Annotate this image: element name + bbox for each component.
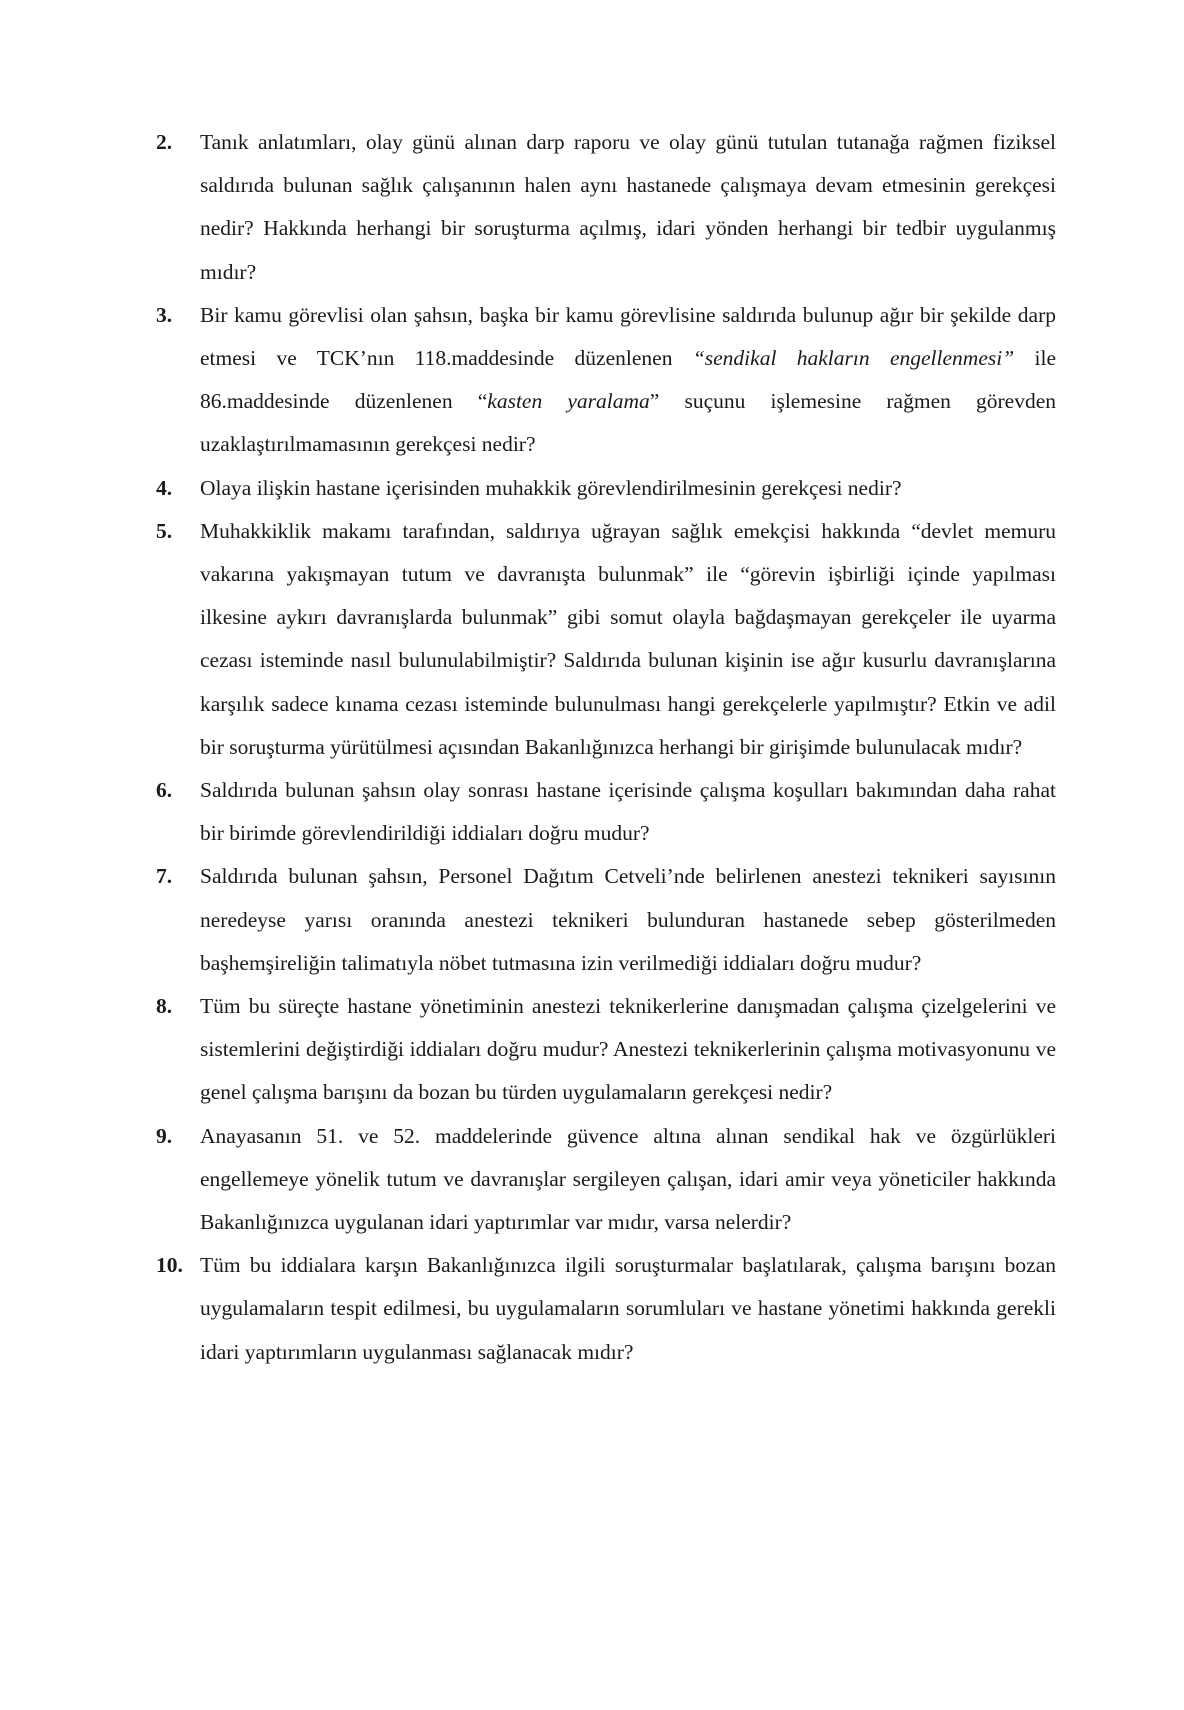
question-number: 3.	[156, 302, 173, 327]
question-item-5	[156, 510, 1056, 769]
question-number: 2.	[156, 130, 173, 154]
question-text	[200, 303, 1056, 457]
question-number: 4.	[156, 475, 173, 500]
question-text-part: ” suçunu işlemesine rağmen görevden uzaklaştırılmamasının gerekçesi nedir?	[200, 389, 1056, 457]
question-item-8	[156, 985, 1056, 1115]
question-number: 5.	[156, 518, 173, 543]
question-item-9	[156, 1115, 1056, 1245]
question-item-6	[156, 769, 1056, 855]
question-number: 9.	[156, 1123, 173, 1148]
question-text: Saldırıda bulunan şahsın olay sonrası hastane içerisinde çalışma koşulları bakımından daha rahat bir birimde görevlendirildiği iddiaları doğru mudur?	[200, 778, 1056, 846]
question-text: Tüm bu süreçte hastane yönetiminin anestezi teknikerlerine danışmadan çalışma çizelgelerini ve sistemlerini değiştirdiği iddiaları doğru mudur? Anestezi teknikerlerinin çalışma motivasyonunu ve genel çalışma barışını da bozan bu türden uygulamaların gerekçesi nedir?	[200, 994, 1056, 1105]
question-number: 7.	[156, 864, 173, 889]
question-text: Tüm bu iddialara karşın Bakanlığınızca ilgili soruşturmalar başlatılarak, çalışma barışını bozan uygulamaların tespit edilmesi, bu uygulamaların sorumluları ve hastane yönetimi hakkında gerekli idari yaptırımların uygulanması sağlanacak mıdır?	[200, 1253, 1056, 1364]
question-item-10	[156, 1244, 1056, 1374]
question-list	[156, 121, 1056, 1374]
question-number: 8.	[156, 994, 173, 1019]
question-number: 10.	[156, 1253, 183, 1278]
question-item-2	[156, 121, 1056, 294]
question-text: Olaya ilişkin hastane içerisinden muhakkik görevlendirilmesinin gerekçesi nedir?	[200, 475, 902, 500]
question-text: Tanık anlatımları, olay günü alınan darp raporu ve olay günü tutulan tutanağa rağmen fiziksel saldırıda bulunan sağlık çalışanının halen aynı hastanede çalışmaya devam etmesinin gerekçesi nedir? Hakkında herhangi bir soruşturma açılmış, idari yönden herhangi bir tedbir uygulanmış mıdır?	[200, 130, 1056, 284]
question-text-part: ile 86.maddesinde düzenlenen “	[200, 346, 1057, 414]
question-text-part: Bir kamu görevlisi olan şahsın, başka bir kamu görevlisine saldırıda bulunup ağır bir şekilde darp etmesi ve TCK’nın 118.maddesinde düzenlenen	[200, 302, 1056, 371]
italic-term: “sendikal hakların engellenmesi”	[692, 346, 1015, 371]
question-number: 6.	[156, 778, 173, 803]
italic-term: kasten yaralama	[487, 389, 650, 414]
question-item-7	[156, 855, 1056, 985]
question-item-4	[156, 467, 1056, 510]
question-text: Saldırıda bulunan şahsın, Personel Dağıtım Cetveli’nde belirlenen anestezi teknikeri sayısının neredeyse yarısı oranında anestezi teknikeri bulunduran hastanede sebep gösterilmeden başhemşireliğin talimatıyla nöbet tutmasına izin verilmediği iddiaları doğru mudur?	[200, 864, 1056, 975]
question-text: Muhakkiklik makamı tarafından, saldırıya uğrayan sağlık emekçisi hakkında “devlet memuru vakarına yakışmayan tutum ve davranışta bulunmak” ile “görevin işbirliği içinde yapılması ilkesine aykırı davranışlarda bulunmak” gibi somut olayla bağdaşmayan gerekçeler ile uyarma cezası isteminde nasıl bulunulabilmiştir? Saldırıda bulunan kişinin ise ağır kusurlu davranışlarına karşılık sadece kınama cezası isteminde bulunulması hangi gerekçelerle yapılmıştır? Etkin ve adil bir soruşturma yürütülmesi açısından Bakanlığınızca herhangi bir girişimde bulunulacak mıdır?	[200, 518, 1056, 759]
question-text: Anayasanın 51. ve 52. maddelerinde güvence altına alınan sendikal hak ve özgürlükleri engellemeye yönelik tutum ve davranışlar sergileyen çalışan, idari amir veya yöneticiler hakkında Bakanlığınızca uygulanan idari yaptırımlar var mıdır, varsa nelerdir?	[200, 1123, 1056, 1235]
question-item-3	[156, 294, 1056, 467]
